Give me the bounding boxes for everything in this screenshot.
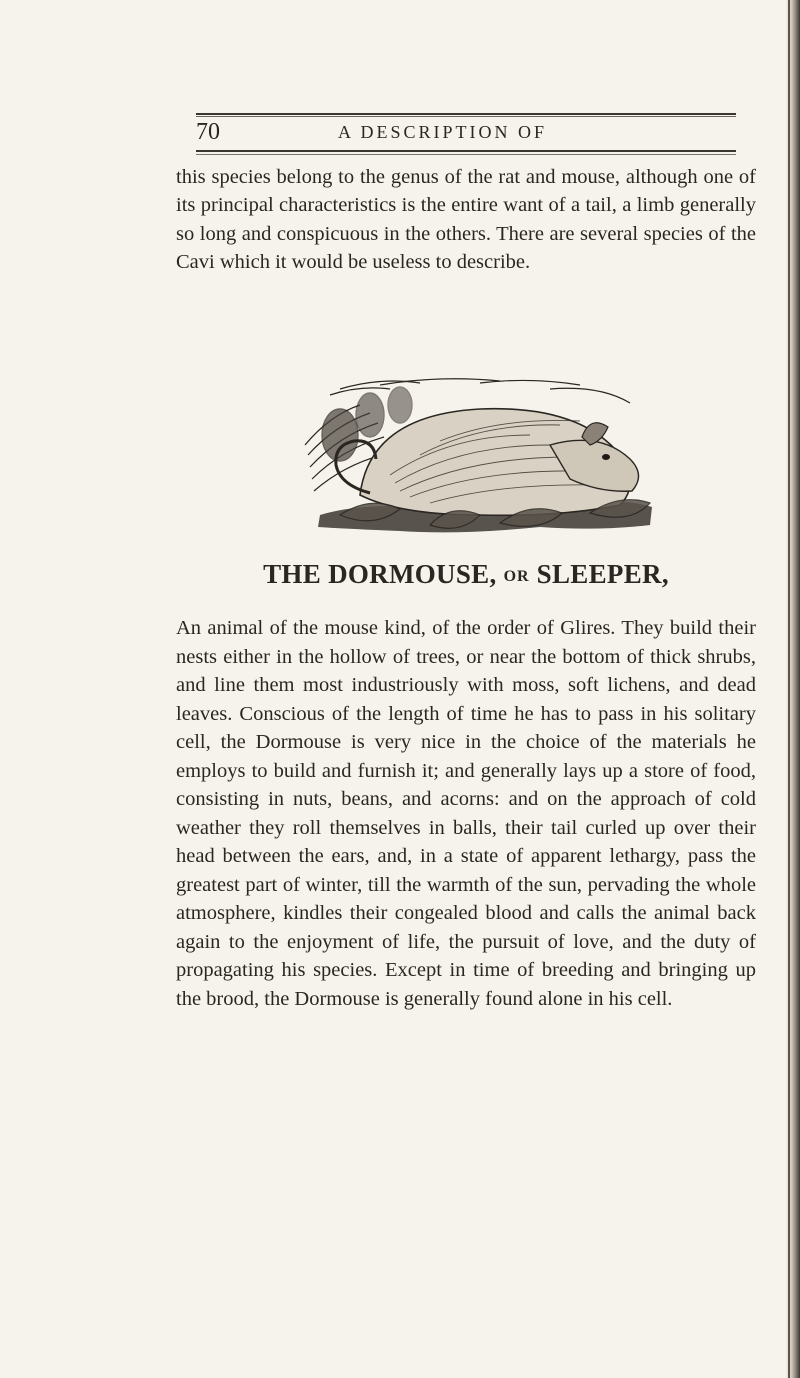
section-heading — [176, 559, 756, 590]
heading-end: SLEEPER, — [536, 559, 669, 589]
header-rule-top — [196, 113, 736, 115]
binding-line — [788, 0, 790, 1378]
page-number: 70 — [196, 119, 220, 145]
dormouse-illustration — [300, 375, 656, 541]
running-head: A DESCRIPTION OF — [338, 122, 548, 142]
intro-paragraph: this species belong to the genus of the rat and mouse, although one of its principal characteristics is the entire want of a tail, a limb generally so long and conspicuous in the others. There are several species of the Cavi which it would be useless to describe. — [176, 166, 756, 274]
heading-main: THE DORMOUSE, — [263, 559, 497, 589]
header-rule-top-thin — [196, 116, 736, 117]
heading-connector: OR — [503, 568, 530, 585]
page-header — [196, 119, 736, 149]
header-rule-bottom-thin — [196, 154, 736, 155]
header-rule-bottom — [196, 150, 736, 152]
section-body: An animal of the mouse kind, of the order of Glires. They build their nests either in the hollow of trees, or near the bottom of thick shrubs, and line them most industriously with moss, soft lichens, and dead leaves. Conscious of the length of time he has to pass in his solitary cell, the Dormouse is very nice in the choice of the materials he employs to build and furnish it; and generally lays up a store of food, consisting in nuts, beans, and acorns: and on the approach of cold weather they roll themselves in balls, their tail curled up over their head between the ears, and, in a state of apparent lethargy, pass the greatest part of winter, till the warmth of the sun, pervading the whole atmosphere, kindles their congealed blood and calls the animal back again to the enjoyment of life, the pursuit of love, and the duty of propagating his species. Except in time of breeding and bringing up the brood, the Dormouse is generally found alone in his cell. — [176, 617, 756, 1010]
